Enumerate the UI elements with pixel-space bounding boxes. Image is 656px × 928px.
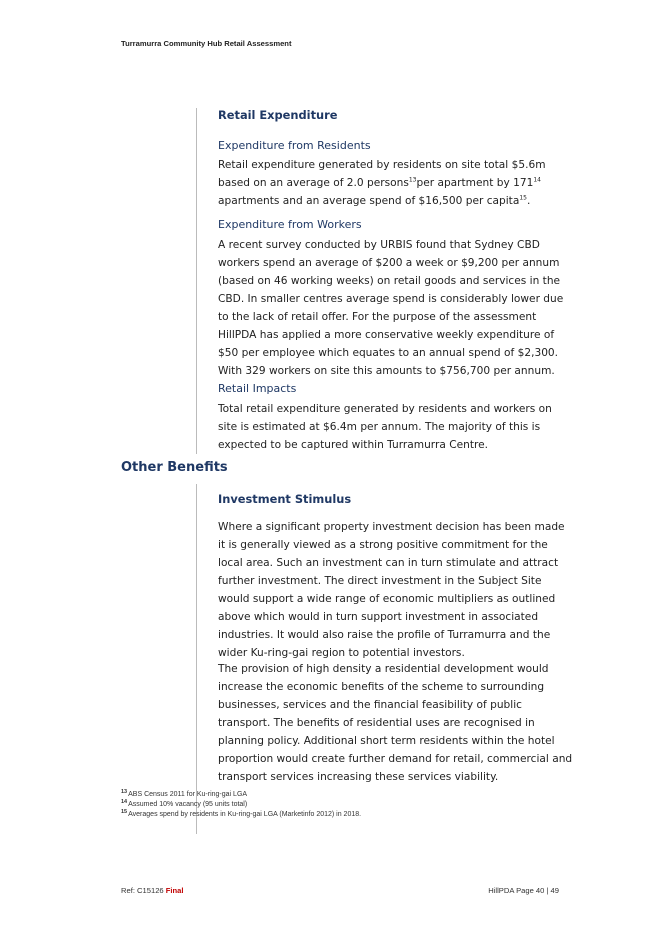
paragraph-retail-impacts: Total retail expenditure generated by residents and workers on site is estimated at $6.4m per annum. The majority of this is expected to be captured within Turramurra Centre. [218, 403, 552, 451]
document-header-title: Turramurra Community Hub Retail Assessment [121, 39, 292, 48]
footnote-15: $^{15}$Averages spend by residents in Ku-ring-gai LGA (Marketinfo 2012) in 2018. [121, 808, 362, 818]
paragraph-residents: Retail expenditure generated by residents on site total $5.6m based on an average of 2.0 persons$^{13}$per apartment by $171^{14}$ apartments and an average spend of $16,500 per capita$^{15}$. [218, 159, 546, 207]
footnote-ref-13: 13 [408, 176, 417, 184]
margin-rule-top [196, 108, 197, 454]
footnote-ref-15: 15 [519, 194, 527, 202]
footer-page-number: HillPDA Page 40 | 49 [488, 886, 559, 895]
footnote-ref-14: 14 [533, 176, 541, 184]
margin-rule-bottom [196, 484, 197, 834]
paragraph-workers: A recent survey conducted by URBIS found that Sydney CBD workers spend an average of $200 a week or $9,200 per annum (based on 46 working weeks) on retail goods and services in the CBD. In smaller centres average spend is considerably lower due to the lack of retail offer. For the purpose of the assessment HillPDA has applied a more conservative weekly expenditure of $50 per employee which equates to an annual spend of $2,300. With 329 workers on site this amounts to $756,700 per annum. [218, 239, 564, 377]
status-badge: Final [165, 886, 184, 895]
paragraph-investment-2: The provision of high density a residential development would increase the economic benefits of the scheme to surrounding businesses, services and the financial feasibility of public transport. The benefits of residential uses are recognised in planning policy. Additional short term residents within the hotel proportion would create further demand for retail, commercial and transport services increasing these services viability. [218, 663, 573, 783]
heading-other-benefits: Other Benefits [121, 460, 228, 475]
subheading-retail-impacts: Retail Impacts [218, 382, 297, 395]
footnote-13: $^{13}$ABS Census 2011 for Ku-ring-gai LGA [121, 788, 248, 798]
footnote-14: $^{14}$Assumed 10% vacancy (95 units total) [121, 798, 248, 808]
footnotes [121, 790, 361, 820]
subheading-investment-stimulus: Investment Stimulus [218, 492, 352, 506]
footer-reference: Ref: C15126 Final [121, 886, 184, 895]
subheading-workers: Expenditure from Workers [218, 218, 362, 231]
subheading-residents: Expenditure from Residents [218, 139, 371, 152]
paragraph-investment-1: Where a significant property investment decision has been made it is generally viewed as a strong positive commitment for the local area. Such an investment can in turn stimulate and attract further investment. The direct investment in the Subject Site would support a wide range of economic multipliers as outlined above which would in turn support investment in associated industries. It would also raise the profile of Turramurra and the wider Ku-ring-gai region to potential investors. [218, 521, 565, 659]
heading-retail-expenditure: Retail Expenditure [218, 108, 338, 122]
